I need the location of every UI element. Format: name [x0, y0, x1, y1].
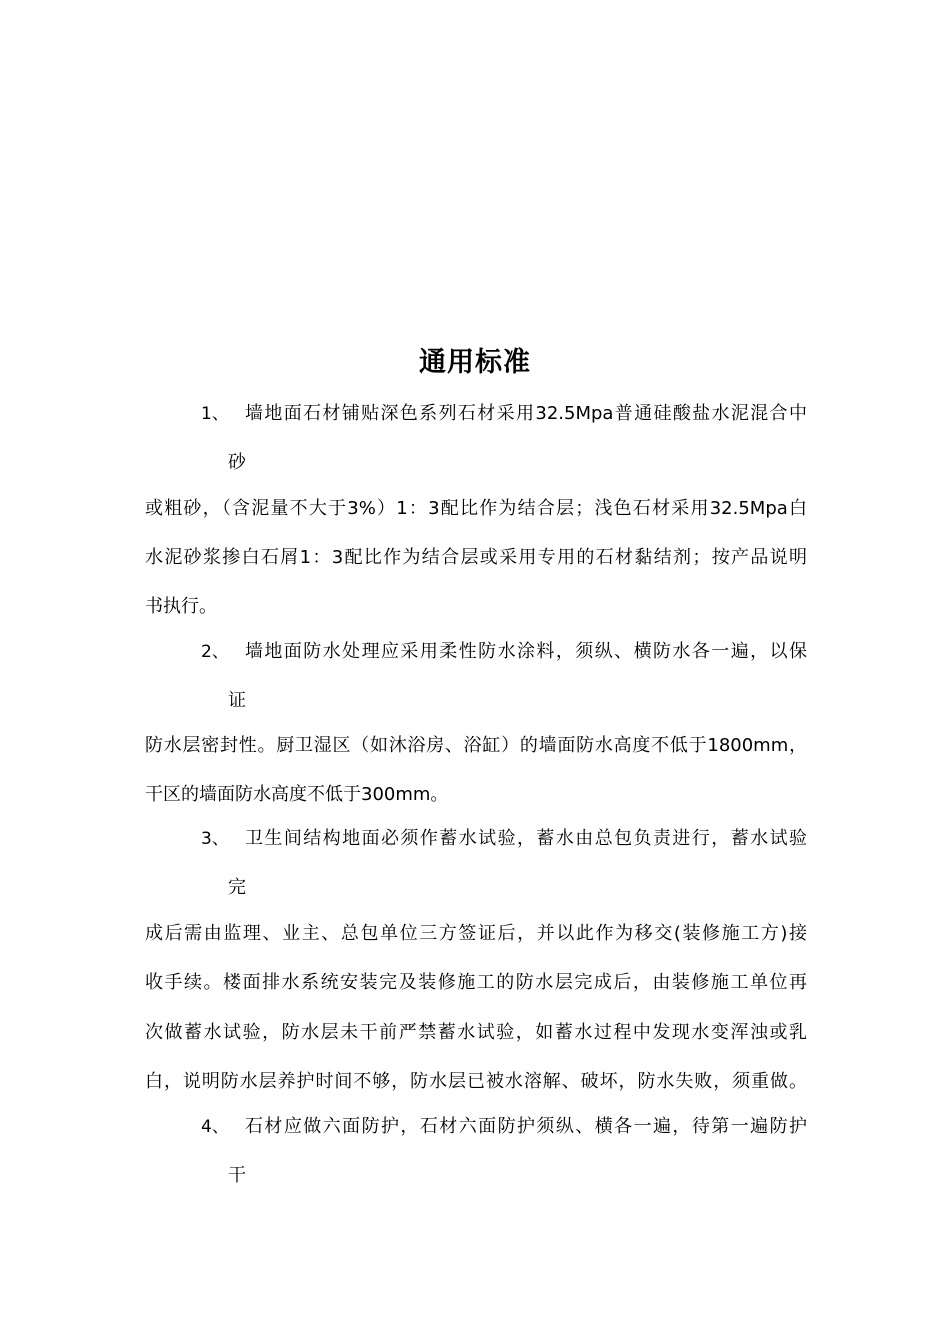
paragraph-line: 水泥砂浆掺白石屑1：3配比作为结合层或采用专用的石材黏结剂；按产品说明 [145, 547, 807, 568]
paragraph-line: 证 [228, 690, 246, 711]
paragraph-line: 干区的墙面防水高度不低于300mm。 [145, 784, 449, 805]
paragraph-line: 书执行。 [145, 596, 217, 617]
paragraph-line: 墙地面防水处理应采用柔性防水涂料，须纵、横防水各一遍，以保 [245, 641, 807, 662]
paragraph-line: 防水层密封性。厨卫湿区（如沐浴房、浴缸）的墙面防水高度不低于1800mm， [145, 735, 807, 756]
item-number: 4、 [201, 1117, 229, 1137]
paragraph-line: 石材应做六面防护，石材六面防护须纵、横各一遍，待第一遍防护 [245, 1116, 807, 1137]
paragraph-line: 干 [228, 1165, 246, 1186]
paragraph-line: 卫生间结构地面必须作蓄水试验，蓄水由总包负责进行，蓄水试验 [245, 828, 807, 849]
paragraph-line: 砂 [228, 452, 246, 473]
paragraph-line: 完 [228, 877, 246, 898]
paragraph-line: 白，说明防水层养护时间不够，防水层已被水溶解、破坏，防水失败，须重做。 [145, 1071, 807, 1092]
item-number: 1、 [201, 404, 229, 424]
item-number: 2、 [201, 642, 229, 662]
page-title: 通用标准 [419, 347, 531, 378]
paragraph-line: 或粗砂，（含泥量不大于3%）1：3配比作为结合层；浅色石材采用32.5Mpa白 [145, 498, 807, 519]
paragraph-line: 成后需由监理、业主、总包单位三方签证后，并以此作为移交(装修施工方)接 [145, 923, 807, 944]
paragraph-line: 墙地面石材铺贴深色系列石材采用32.5Mpa普通硅酸盐水泥混合中 [245, 403, 807, 424]
paragraph-line: 次做蓄水试验，防水层未干前严禁蓄水试验，如蓄水过程中发现水变浑浊或乳 [145, 1022, 807, 1043]
paragraph-line: 收手续。楼面排水系统安装完及装修施工的防水层完成后，由装修施工单位再 [145, 972, 807, 993]
item-number: 3、 [201, 829, 229, 849]
